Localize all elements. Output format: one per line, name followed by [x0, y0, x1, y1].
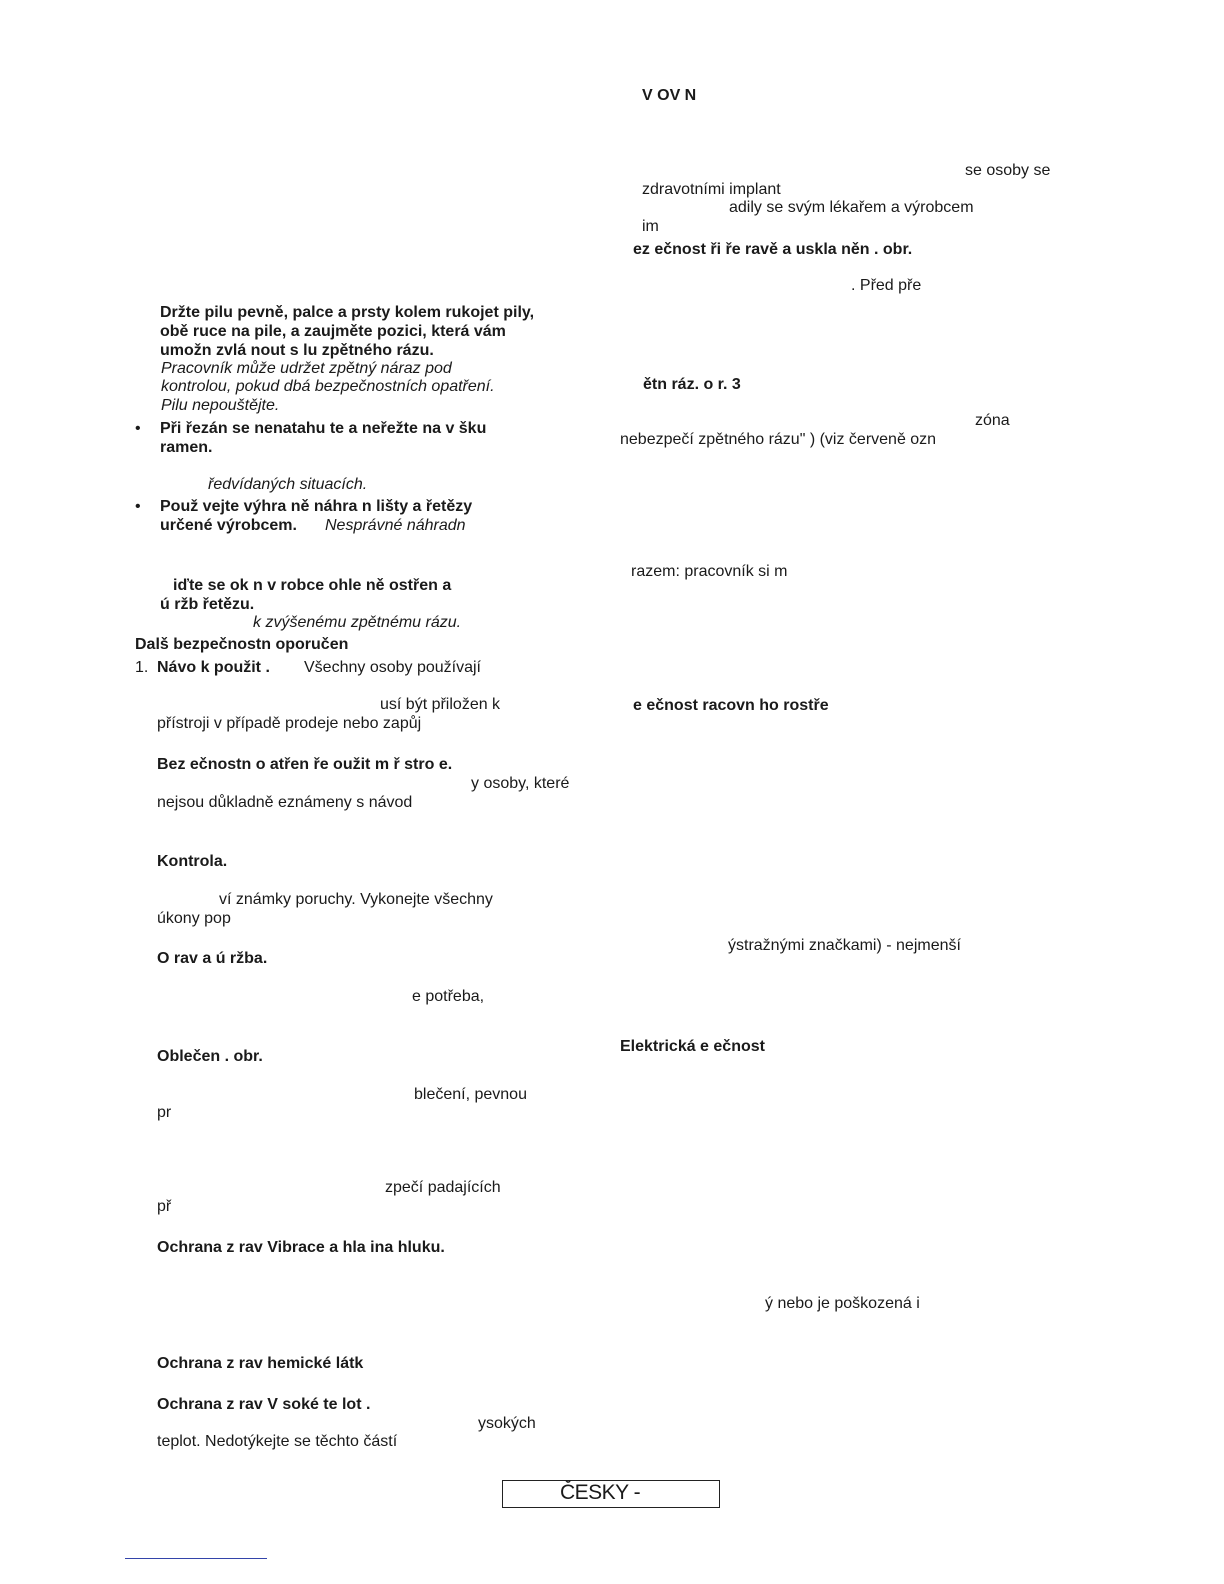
parts-heading-line-2: určené výrobcem. [160, 517, 297, 534]
kickback-text-line-1: zóna [975, 412, 1010, 429]
sharpen-text-line-1: k zvýšenému zpětnému rázu. [253, 614, 462, 631]
inspection-text-line-1: ví známky poruchy. Vykonejte všechny [219, 891, 493, 908]
grip-text-line-2: kontrolou, pokud dbá bezpečnostních opatření. [161, 378, 495, 395]
kickback-text-line-2: nebezpečí zpětného rázu" ) (viz červeně ozn [620, 431, 937, 448]
health-vibration-heading: Ochrana z rav Vibrace a hla ina hluku. [157, 1239, 445, 1256]
manual-text-line-3: přístroji v případě prodeje nebo zapůj [157, 715, 422, 732]
implant-text-line-2: zdravotními implant [642, 181, 781, 198]
health-chemical-heading: Ochrana z rav hemické látk [157, 1355, 364, 1372]
footnote-divider [125, 1558, 267, 1559]
manual-text-line-1: Všechny osoby používají [304, 659, 481, 676]
grip-heading-line-2: obě ruce na pile, a zaujměte pozici, která vám [160, 323, 506, 340]
footer-language-label: ČESKY - [560, 1481, 641, 1504]
manual-heading: Návo k použit . [157, 659, 270, 676]
inspection-text-line-2: úkony pop [157, 910, 231, 927]
precautions-heading: Bez ečnostn o atřen ře oužit m ř stro e. [157, 756, 453, 773]
shoulder-heading-line-1: Při řezán se nenatahu te a neřežte na v šku [160, 420, 487, 437]
precautions-text-line-1: y osoby, které [471, 775, 570, 792]
clothing-text-line-2: pr [157, 1104, 172, 1121]
parts-text-line-1: Nesprávné náhradn [325, 517, 466, 534]
shoulder-text-line-1: ředvídaných situacích. [208, 476, 368, 493]
storage-heading: ez ečnost ři ře ravě a uskla něn . obr. [633, 241, 913, 258]
clothing-text-line-1: blečení, pevnou [414, 1086, 527, 1103]
grip-text-line-3: Pilu nepouštějte. [161, 397, 280, 414]
manual-number: 1. [135, 659, 149, 676]
shoulder-heading-line-2: ramen. [160, 439, 213, 456]
implant-text-line-4: im [642, 218, 659, 235]
parts-heading-line-1: Použ vejte výhra ně náhra n lišty a řetězy [160, 498, 473, 515]
more-safety-heading: Dalš bezpečnostn oporučen [135, 636, 349, 653]
repair-text-line-1: e potřeba, [412, 988, 485, 1005]
bullet-parts: • [135, 498, 141, 515]
sharpen-heading-line-1: iďte se ok n v robce ohle ně ostřen a [173, 577, 452, 594]
precautions-text-line-2: nejsou důkladně eznámeny s návod [157, 794, 413, 811]
kickback-heading: ětn ráz. o r. 3 [643, 376, 741, 393]
workplace-heading: e ečnost racovn ho rostře [633, 697, 829, 714]
bullet-shoulder: • [135, 420, 141, 437]
implant-text-line-1: se osoby se [965, 162, 1051, 179]
clothing-text-line-4: př [157, 1198, 172, 1215]
clothing-heading: Oblečen . obr. [157, 1048, 263, 1065]
health-heat-text-line-1: ysokých [478, 1415, 536, 1432]
grip-text-line-1: Pracovník může udržet zpětný náraz pod [161, 360, 452, 377]
manual-text-line-2: usí být přiložen k [380, 696, 501, 713]
kickback-text-line-3: razem: pracovník si m [631, 563, 788, 580]
clothing-text-line-3: zpečí padajících [385, 1179, 501, 1196]
implant-text-line-3: adily se svým lékařem a výrobcem [729, 199, 974, 216]
health-heat-heading: Ochrana z rav V soké te lot . [157, 1396, 371, 1413]
storage-text-line-1: . Před pře [851, 277, 922, 294]
electrical-heading: Elektrická e ečnost [620, 1038, 765, 1055]
electrical-text-line-1: ý nebo je poškozená i [765, 1295, 920, 1312]
sharpen-heading-line-2: ú ržb řetězu. [160, 596, 255, 613]
inspection-heading: Kontrola. [157, 853, 228, 870]
workplace-text-line-1: ýstražnými značkami) - nejmenší [728, 937, 961, 954]
grip-heading-line-3: umožn zvlá nout s lu zpětného rázu. [160, 342, 434, 359]
warning-heading: V OV N [642, 87, 697, 104]
repair-heading: O rav a ú ržba. [157, 950, 268, 967]
grip-heading-line-1: Držte pilu pevně, palce a prsty kolem rukojet pily, [160, 304, 535, 321]
health-heat-text-line-2: teplot. Nedotýkejte se těchto částí [157, 1433, 398, 1450]
